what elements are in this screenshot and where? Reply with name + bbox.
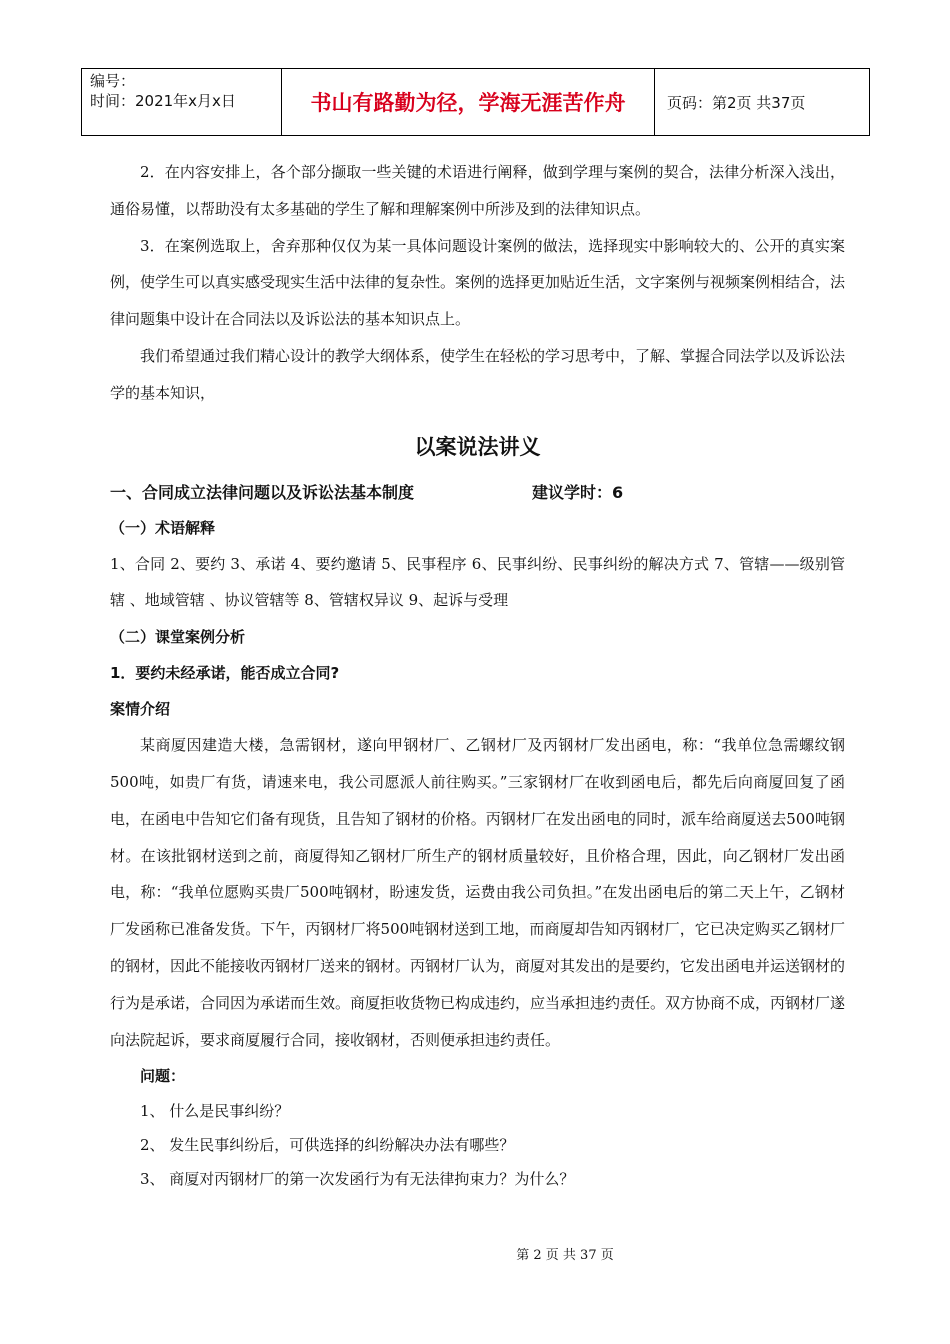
case-analysis-heading: （二）课堂案例分析 [110,628,246,647]
terms-heading: （一）术语解释 [110,518,216,537]
header-page-number: 页码：第2页 共37页 [667,93,806,112]
question-item: 2、 发生民事纠纷后，可供选择的纠纷解决办法有哪些？ [140,1136,515,1155]
document-body [110,154,845,1196]
document-time: 时间：2021年x月x日 [90,92,236,110]
case-description: 某商厦因建造大楼，急需钢材，遂向甲钢材厂、乙钢材厂及丙钢材厂发出函电，称：“我单位急需螺纹钢500吨，如贵厂有货，请速来电，我公司愿派人前往购买。”三家钢材厂在收到函电后，都先后向商厦回复了函电，在函电中告知它们备有现货，且告知了钢材的价格。丙钢材厂在发出函电的同时，派车给商厦送去500吨钢材。在该批钢材送到之前，商厦得知乙钢材厂所生产的钢材质量较好，且价格合理，因此，向乙钢材厂发出函电，称：“我单位愿购买贵厂500吨钢材，盼速发货，运费由我公司负担。”在发出函电后的第二天上午，乙钢材厂发函称已准备发货。下午，丙钢材厂将500吨钢材送到工地，而商厦却告知丙钢材厂，它已决定购买乙钢材厂的钢材，因此不能接收丙钢材厂送来的钢材。丙钢材厂认为，商厦对其发出的是要约，它发出函电并运送钢材的行为是承诺，合同因为承诺而生效。商厦拒收货物已构成违约，应当承担违约责任。双方协商不成，丙钢材厂遂向法院起诉，要求商厦履行合同，接收钢材，否则便承担违约责任。 [110,736,846,1049]
intro-paragraph-3: 3．在案例选取上，舍弃那种仅仅为某一具体问题设计案例的做法，选择现实中影响较大的、公开的真实案例，使学生可以真实感受现实生活中法律的复杂性。案例的选择更加贴近生活，文字案例与视频案例相结合，法律问题集中设计在合同法以及诉讼法的基本知识点上。 [110,236,846,329]
terms-list: 1、合同 2、要约 3、承诺 4、要约邀请 5、民事程序 6、民事纠纷、民事纠纷的解决方式 7、管辖——级别管辖 、地域管辖 、协议管辖等 8、管辖权异议 9、起诉与受理 [110,554,845,610]
questions-label: 问题： [140,1067,186,1086]
page-footer: 第 2 页 共 37 页 [516,1248,614,1263]
header-motto: 书山有路勤为径，学海无涯苦作舟 [282,69,655,135]
intro-paragraph-4: 我们希望通过我们精心设计的教学大纲体系，使学生在轻松的学习思考中，了解、掌握合同法学以及诉讼法学的基本知识， [110,346,846,402]
question-item: 3、 商厦对丙钢材厂的第一次发函行为有无法律拘束力？为什么？ [140,1170,575,1189]
intro-paragraph-2: 2．在内容安排上，各个部分撷取一些关键的术语进行阐释，做到学理与案例的契合，法律分析深入浅出，通俗易懂，以帮助没有太多基础的学生了解和理解案例中所涉及到的法律知识点。 [110,163,845,218]
header-meta [82,69,282,135]
case-intro-label: 案情介绍 [110,700,171,719]
document-title: 以案说法讲义 [414,434,541,459]
question-item: 1、 什么是民事纠纷？ [140,1102,290,1121]
case-1-title: 1．要约未经承诺，能否成立合同? [110,664,340,683]
section-title: 一、合同成立法律问题以及诉讼法基本制度 [110,482,415,502]
document-number: 编号： [90,72,136,90]
page-header [81,68,870,136]
suggested-hours: 建议学时：6 [532,482,624,502]
section-heading [110,476,845,510]
